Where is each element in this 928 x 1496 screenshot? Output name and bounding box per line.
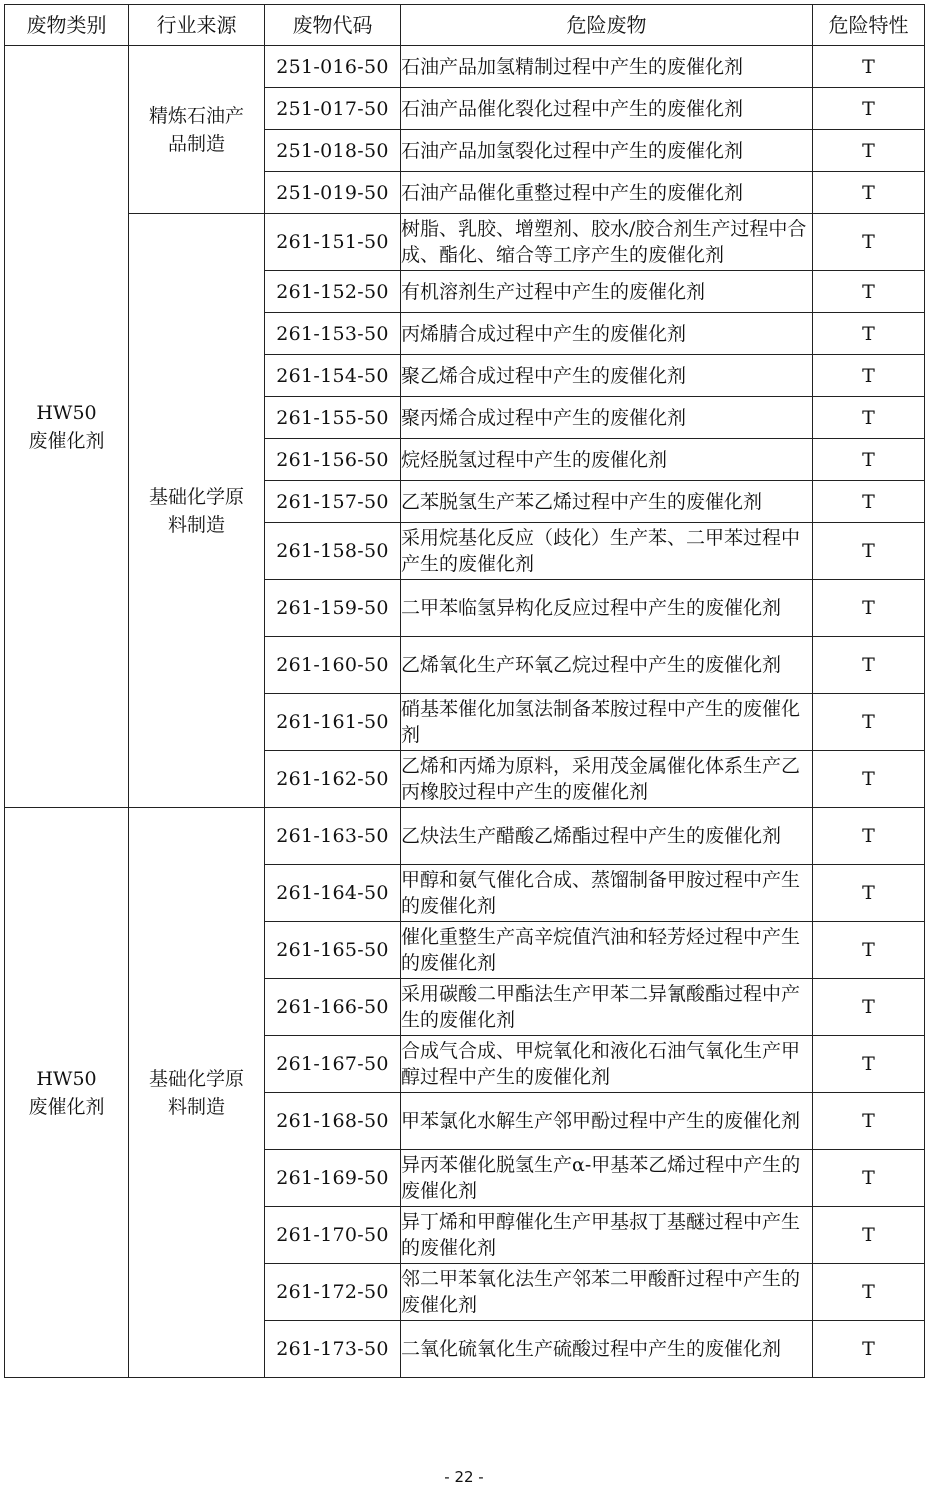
hazard-characteristic-cell: T [813, 637, 925, 694]
hazardous-waste-cell: 烷烃脱氢过程中产生的废催化剂 [401, 439, 813, 481]
hazard-characteristic-cell: T [813, 439, 925, 481]
industry-source-cell [129, 46, 265, 214]
hazardous-waste-cell: 乙苯脱氢生产苯乙烯过程中产生的废催化剂 [401, 481, 813, 523]
hazardous-waste-cell: 有机溶剂生产过程中产生的废催化剂 [401, 271, 813, 313]
hazard-characteristic-cell: T [813, 751, 925, 808]
industry-source-line: 精炼石油产 [148, 104, 244, 127]
waste-code-cell: 261-161-50 [265, 694, 401, 751]
waste-code-cell: 261-173-50 [265, 1321, 401, 1378]
hazard-characteristic-cell: T [813, 271, 925, 313]
waste-code-cell: 251-018-50 [265, 130, 401, 172]
table-header-row [5, 5, 925, 46]
category-code: HW50 [36, 401, 97, 424]
hazard-characteristic-cell: T [813, 1150, 925, 1207]
waste-code-cell: 261-151-50 [265, 214, 401, 271]
hazardous-waste-cell: 邻二甲苯氧化法生产邻苯二甲酸酐过程中产生的废催化剂 [401, 1264, 813, 1321]
hazardous-waste-cell: 乙炔法生产醋酸乙烯酯过程中产生的废催化剂 [401, 808, 813, 865]
hazardous-waste-cell: 聚丙烯合成过程中产生的废催化剂 [401, 397, 813, 439]
header-waste-category: 废物类别 [5, 5, 129, 46]
waste-code-cell: 251-019-50 [265, 172, 401, 214]
header-hazardous-waste: 危险废物 [401, 5, 813, 46]
table-row [5, 808, 925, 865]
hazardous-waste-cell: 异丁烯和甲醇催化生产甲基叔丁基醚过程中产生的废催化剂 [401, 1207, 813, 1264]
hazardous-waste-cell: 石油产品催化裂化过程中产生的废催化剂 [401, 88, 813, 130]
hazard-characteristic-cell: T [813, 808, 925, 865]
table-row [5, 46, 925, 88]
hazard-characteristic-cell: T [813, 1264, 925, 1321]
hazard-characteristic-cell: T [813, 694, 925, 751]
hazardous-waste-cell: 甲醇和氨气催化合成、蒸馏制备甲胺过程中产生的废催化剂 [401, 865, 813, 922]
header-hazard-characteristic: 危险特性 [813, 5, 925, 46]
hazardous-waste-cell: 丙烯腈合成过程中产生的废催化剂 [401, 313, 813, 355]
header-industry-source: 行业来源 [129, 5, 265, 46]
hazard-characteristic-cell: T [813, 1321, 925, 1378]
table-row [5, 214, 925, 271]
waste-code-cell: 261-163-50 [265, 808, 401, 865]
hazard-characteristic-cell: T [813, 172, 925, 214]
waste-code-cell: 261-158-50 [265, 523, 401, 580]
hazardous-waste-cell: 异丙苯催化脱氢生产α-甲基苯乙烯过程中产生的废催化剂 [401, 1150, 813, 1207]
hazardous-waste-table [4, 4, 925, 1378]
hazard-characteristic-cell: T [813, 214, 925, 271]
industry-source-cell [129, 808, 265, 1378]
hazard-characteristic-cell: T [813, 313, 925, 355]
hazardous-waste-cell: 采用烷基化反应（歧化）生产苯、二甲苯过程中产生的废催化剂 [401, 523, 813, 580]
hazardous-waste-cell: 聚乙烯合成过程中产生的废催化剂 [401, 355, 813, 397]
waste-code-cell: 261-165-50 [265, 922, 401, 979]
hazardous-waste-cell: 硝基苯催化加氢法制备苯胺过程中产生的废催化剂 [401, 694, 813, 751]
hazardous-waste-cell: 树脂、乳胶、增塑剂、胶水/胶合剂生产过程中合成、酯化、缩合等工序产生的废催化剂 [401, 214, 813, 271]
hazardous-waste-cell: 二甲苯临氢异构化反应过程中产生的废催化剂 [401, 580, 813, 637]
waste-code-cell: 261-152-50 [265, 271, 401, 313]
industry-source-line: 基础化学原 [148, 1067, 244, 1090]
hazardous-waste-cell: 催化重整生产高辛烷值汽油和轻芳烃过程中产生的废催化剂 [401, 922, 813, 979]
hazard-characteristic-cell: T [813, 1207, 925, 1264]
industry-source-line: 料制造 [167, 513, 225, 536]
hazard-characteristic-cell: T [813, 580, 925, 637]
waste-code-cell: 251-017-50 [265, 88, 401, 130]
hazardous-waste-cell: 甲苯氯化水解生产邻甲酚过程中产生的废催化剂 [401, 1093, 813, 1150]
hazardous-waste-cell: 二氧化硫氧化生产硫酸过程中产生的废催化剂 [401, 1321, 813, 1378]
category-code: HW50 [36, 1067, 97, 1090]
hazardous-waste-cell: 采用碳酸二甲酯法生产甲苯二异氰酸酯过程中产生的废催化剂 [401, 979, 813, 1036]
waste-code-cell: 261-169-50 [265, 1150, 401, 1207]
hazardous-waste-cell: 乙烯和丙烯为原料，采用茂金属催化体系生产乙丙橡胶过程中产生的废催化剂 [401, 751, 813, 808]
hazard-characteristic-cell: T [813, 130, 925, 172]
hazard-characteristic-cell: T [813, 1093, 925, 1150]
waste-code-cell: 261-154-50 [265, 355, 401, 397]
waste-code-cell: 261-159-50 [265, 580, 401, 637]
hazardous-waste-cell: 石油产品加氢裂化过程中产生的废催化剂 [401, 130, 813, 172]
hazard-characteristic-cell: T [813, 481, 925, 523]
waste-code-cell: 261-168-50 [265, 1093, 401, 1150]
hazardous-waste-cell: 石油产品催化重整过程中产生的废催化剂 [401, 172, 813, 214]
waste-code-cell: 261-172-50 [265, 1264, 401, 1321]
waste-code-cell: 261-160-50 [265, 637, 401, 694]
header-waste-code: 废物代码 [265, 5, 401, 46]
hazard-characteristic-cell: T [813, 979, 925, 1036]
category-name: 废催化剂 [28, 1095, 105, 1118]
industry-source-cell [129, 214, 265, 808]
page-number: - 22 - [444, 1468, 484, 1486]
hazard-characteristic-cell: T [813, 46, 925, 88]
hazard-characteristic-cell: T [813, 397, 925, 439]
waste-code-cell: 261-164-50 [265, 865, 401, 922]
waste-category-cell [5, 46, 129, 808]
waste-code-cell: 261-162-50 [265, 751, 401, 808]
hazardous-waste-cell: 合成气合成、甲烷氧化和液化石油气氧化生产甲醇过程中产生的废催化剂 [401, 1036, 813, 1093]
waste-code-cell: 261-155-50 [265, 397, 401, 439]
waste-code-cell: 261-156-50 [265, 439, 401, 481]
industry-source-line: 基础化学原 [148, 485, 244, 508]
hazard-characteristic-cell: T [813, 88, 925, 130]
hazard-characteristic-cell: T [813, 922, 925, 979]
waste-code-cell: 261-157-50 [265, 481, 401, 523]
hazard-characteristic-cell: T [813, 523, 925, 580]
industry-source-line: 料制造 [167, 1095, 225, 1118]
waste-code-cell: 261-170-50 [265, 1207, 401, 1264]
hazardous-waste-cell: 石油产品加氢精制过程中产生的废催化剂 [401, 46, 813, 88]
waste-code-cell: 261-166-50 [265, 979, 401, 1036]
hazard-characteristic-cell: T [813, 1036, 925, 1093]
waste-code-cell: 261-153-50 [265, 313, 401, 355]
industry-source-line: 品制造 [167, 132, 225, 155]
category-name: 废催化剂 [28, 429, 105, 452]
waste-category-cell [5, 808, 129, 1378]
hazard-characteristic-cell: T [813, 355, 925, 397]
waste-code-cell: 251-016-50 [265, 46, 401, 88]
table-body [5, 46, 925, 1378]
hazardous-waste-cell: 乙烯氧化生产环氧乙烷过程中产生的废催化剂 [401, 637, 813, 694]
hazard-characteristic-cell: T [813, 865, 925, 922]
waste-code-cell: 261-167-50 [265, 1036, 401, 1093]
